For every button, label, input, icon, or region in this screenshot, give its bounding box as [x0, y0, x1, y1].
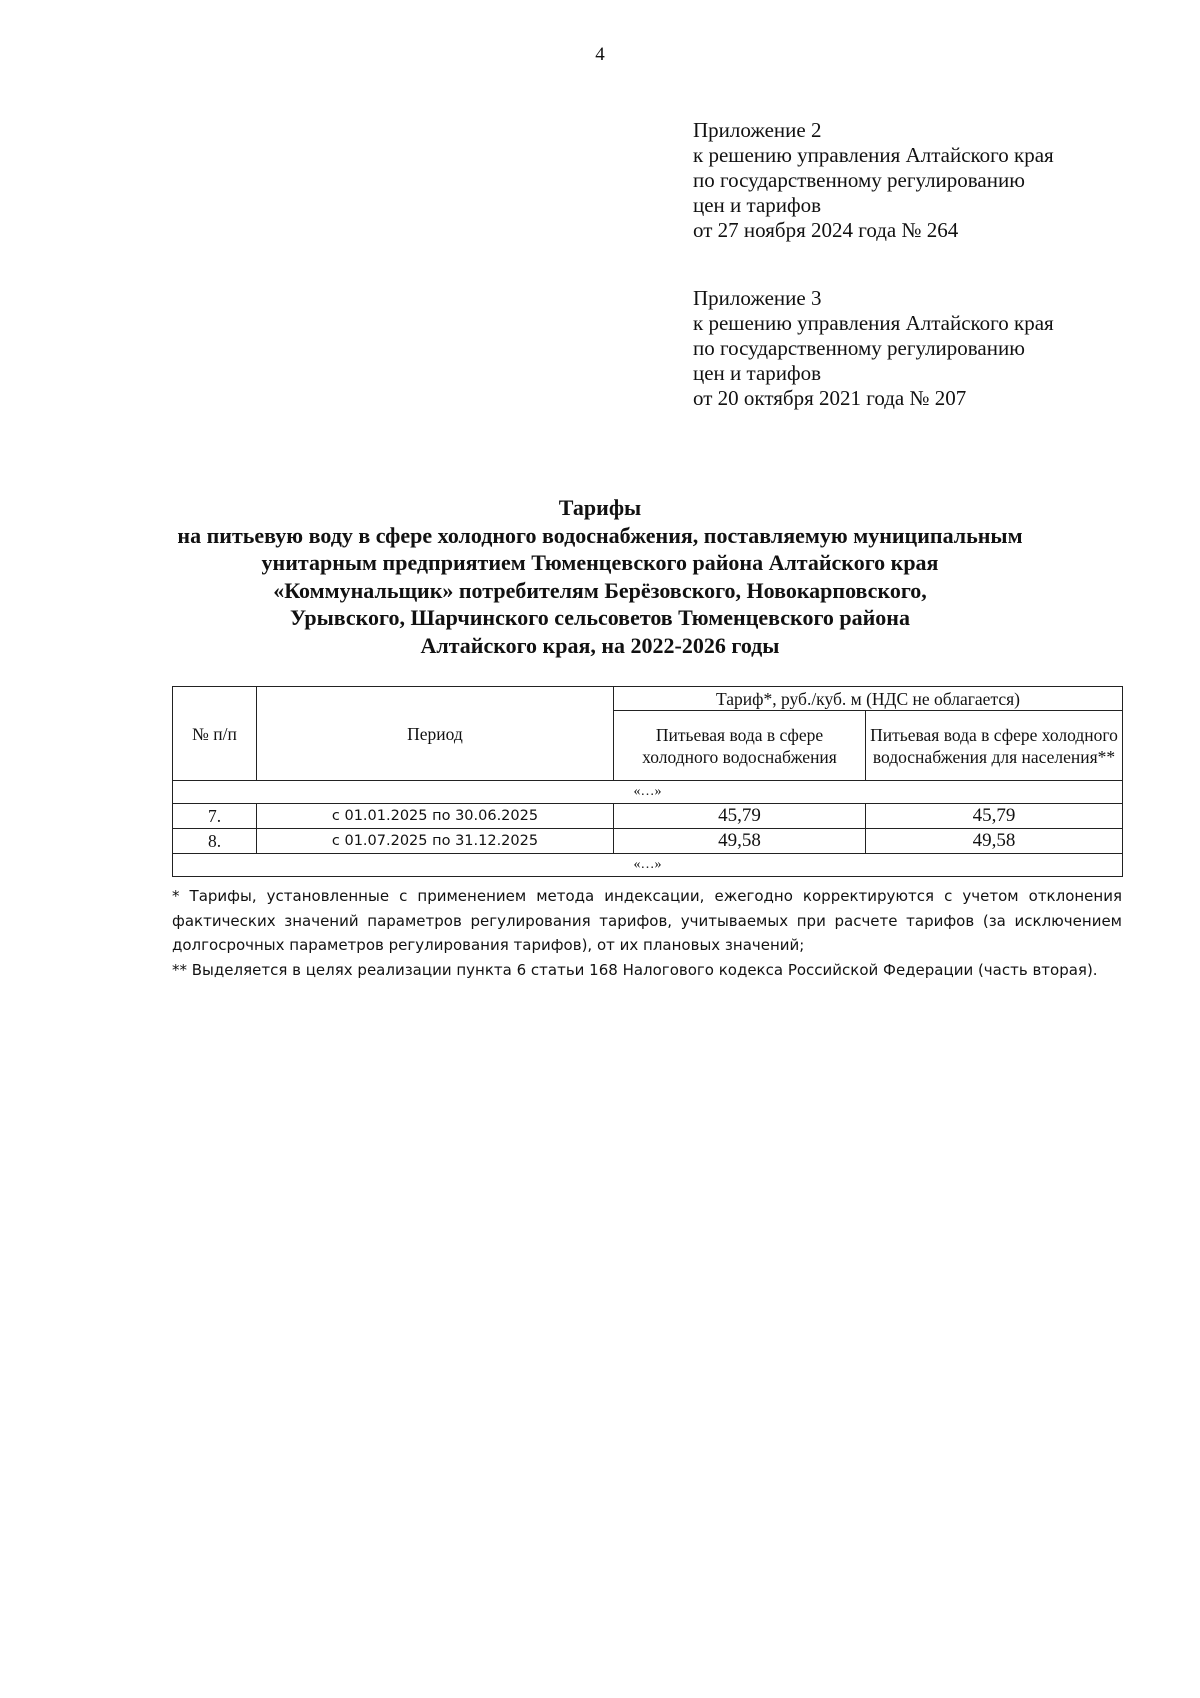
header-col2: Питьевая вода в сфере холодного водоснабжения для населения**: [866, 711, 1123, 781]
header-tariff-group: Тариф*, руб./куб. м (НДС не облагается): [614, 687, 1123, 711]
row-num: 8.: [173, 829, 257, 854]
header-period: Период: [257, 687, 614, 781]
ellipsis-cell: «…»: [173, 854, 1123, 877]
appendix-2-line: от 27 ноября 2024 года № 264: [693, 218, 959, 242]
appendix-3-line: Приложение 3: [693, 286, 822, 310]
appendix-3-line: по государственному регулированию: [693, 336, 1025, 360]
appendix-2-block: [693, 118, 1173, 243]
table-row: [173, 804, 1123, 829]
ellipsis-cell: «…»: [173, 781, 1123, 804]
appendix-3-block: [693, 286, 1173, 411]
header-col1: Питьевая вода в сфере холодного водоснабжения: [614, 711, 866, 781]
row-value-2: 49,58: [866, 829, 1123, 854]
title-line: Тарифы: [558, 495, 642, 520]
title-line: Урывского, Шарчинского сельсоветов Тюменцевского района: [290, 605, 910, 630]
row-value-2: 45,79: [866, 804, 1123, 829]
title-line: на питьевую воду в сфере холодного водоснабжения, поставляемую муниципальным: [177, 522, 1023, 548]
title-line: унитарным предприятием Тюменцевского района Алтайского края: [261, 550, 939, 575]
appendix-3-line: цен и тарифов: [693, 361, 822, 385]
table-row: [173, 829, 1123, 854]
appendix-2-line: цен и тарифов: [693, 193, 822, 217]
table-ellipsis-row: [173, 854, 1123, 877]
footnote: ** Выделяется в целях реализации пункта 6 статьи 168 Налогового кодекса Российской Федерации (часть вторая).: [172, 960, 1098, 979]
header-num: № п/п: [173, 687, 257, 781]
appendix-2-line: по государственному регулированию: [693, 168, 1025, 192]
footnotes: [172, 884, 1122, 982]
tariff-table: [172, 686, 1123, 877]
row-period: с 01.01.2025 по 30.06.2025: [257, 804, 614, 829]
row-period: с 01.07.2025 по 31.12.2025: [257, 829, 614, 854]
title-line: Алтайского края, на 2022-2026 годы: [420, 632, 780, 658]
appendix-3-line: к решению управления Алтайского края: [693, 311, 1054, 335]
row-value-1: 45,79: [614, 804, 866, 829]
appendix-2-line: к решению управления Алтайского края: [693, 143, 1054, 167]
document-title: [60, 494, 1140, 659]
page-number: 4: [595, 44, 605, 65]
footnote: * Тарифы, установленные с применением метода индексации, ежегодно корректируются с учетом отклонения фактических значений параметров регулирования тарифов, учитываемых при расчете тарифов (за исключением долгосрочных параметров регулирования тарифов), от их плановых значений;: [172, 887, 1122, 954]
table-header-row: [173, 687, 1123, 711]
title-line: «Коммунальщик» потребителям Берёзовского, Новокарповского,: [273, 577, 927, 603]
appendix-3-line: от 20 октября 2021 года № 207: [693, 386, 967, 410]
table-ellipsis-row: [173, 781, 1123, 804]
row-value-1: 49,58: [614, 829, 866, 854]
appendix-2-line: Приложение 2: [693, 118, 822, 142]
row-num: 7.: [173, 804, 257, 829]
